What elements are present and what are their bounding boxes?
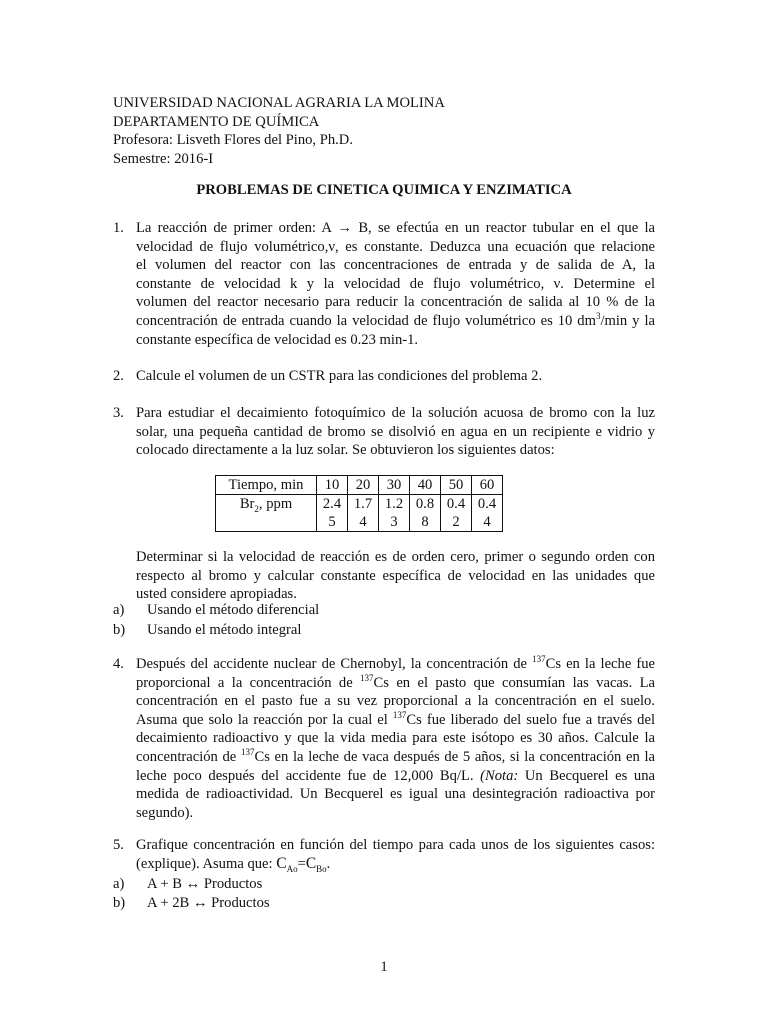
cell-line-2: 4	[359, 514, 367, 530]
header-block	[113, 94, 445, 168]
problem-text	[136, 367, 655, 386]
subitem-text: A + B ↔ Productos	[147, 876, 263, 892]
text-fragment: Después del accidente nuclear de Chernobyl, la concentración de	[136, 656, 533, 672]
text-line: constante específica de velocidad es 0.23 min-1.	[136, 331, 419, 348]
problem-number: 5.	[113, 837, 124, 853]
text-line	[136, 674, 655, 693]
problem-3-question	[113, 548, 655, 604]
cell-line-1: 2.4	[322, 496, 342, 512]
problem-text	[136, 404, 655, 460]
problem-5	[113, 836, 655, 873]
subscript: 2	[254, 503, 259, 514]
cell-line-2: 2	[452, 514, 460, 530]
table-cell	[472, 495, 503, 532]
superscript: 137	[532, 654, 546, 665]
superscript: 137	[360, 672, 374, 683]
cell-line-2: 8	[421, 514, 429, 530]
subscript: Ao	[286, 863, 298, 874]
text-line: concentración en el pasto fue a su vez proporcional a la concentración en el suelo.	[136, 693, 655, 710]
subitem-b	[113, 894, 270, 913]
table-cell: 10	[317, 476, 348, 495]
subitem-text: Usando el método diferencial	[147, 602, 320, 618]
superscript: 137	[392, 709, 407, 720]
cell-line-2: 5	[328, 514, 336, 530]
text-line: respecto al bromo y calcular constante específica de velocidad en las unidades que	[136, 567, 655, 584]
subitem-letter: a)	[113, 602, 125, 618]
text-line	[136, 312, 655, 331]
text-line: La reacción de primer orden: A → B, se efectúa en un reactor tubular en el que la	[136, 220, 655, 236]
note-label: (Nota:	[480, 767, 519, 784]
table-header-time: Tiempo, min	[216, 476, 317, 495]
text-fragment: Cs fue liberado del suelo fue a través del	[406, 711, 655, 728]
cell-line-1: 1.7	[353, 496, 373, 512]
semester: Semestre: 2016-I	[113, 150, 214, 167]
text-fragment: (explique). Asuma que:	[136, 855, 277, 872]
table-cell	[379, 495, 410, 532]
bromine-data-table	[215, 475, 503, 532]
problem-text	[136, 655, 655, 822]
cell-line-1: 1.2	[384, 496, 404, 512]
cell-line-2: 3	[390, 514, 398, 530]
subitem-text: A + 2B ↔ Productos	[147, 895, 270, 911]
problem-text	[136, 836, 655, 873]
table-cell: 40	[410, 476, 441, 495]
text-fragment: Cs en la leche fue	[545, 656, 655, 672]
text-fragment: concentración de	[136, 748, 241, 765]
text-line: colocado directamente a la luz solar. Se obtuvieron los siguientes datos:	[136, 442, 555, 459]
text-line: constante de velocidad k y la velocidad de flujo volumétrico, ν. Determine el	[136, 275, 655, 292]
text-fragment: Asuma que solo la reacción por la cual el	[136, 711, 393, 728]
text-line: segundo).	[136, 804, 194, 821]
professor-name: Profesora: Lisveth Flores del Pino, Ph.D.	[113, 132, 353, 149]
table-cell	[441, 495, 472, 532]
problem-text	[136, 548, 655, 604]
text-line	[136, 711, 655, 730]
text-line: Calcule el volumen de un CSTR para las condiciones del problema 2.	[136, 368, 543, 384]
superscript: 137	[240, 747, 255, 758]
cell-line-2: 4	[483, 514, 491, 530]
problem-number: 3.	[113, 405, 124, 421]
text-fragment: Un Becquerel es una	[518, 767, 655, 784]
text-line: velocidad de flujo volumétrico,ν, es constante. Deduzca una ecuación que relacione	[136, 238, 655, 255]
text-fragment: proporcional a la concentración de	[136, 674, 361, 691]
text-line: medida de radioactividad. Un Becquerel es igual una desintegración radioactiva por	[136, 786, 655, 803]
department-name: DEPARTAMENTO DE QUÍMICA	[113, 113, 320, 130]
text-fragment: leche poco después del accidente fue de 12,000 Bq/L.	[136, 767, 481, 784]
table-cell	[348, 495, 379, 532]
cell-line-1: 0.4	[477, 496, 497, 512]
subitem-letter: b)	[113, 895, 126, 911]
page-number: 1	[380, 959, 388, 975]
problem-4	[113, 655, 655, 822]
symbol-c: C	[305, 854, 317, 872]
problem-1	[113, 219, 655, 349]
text-line	[136, 748, 655, 767]
problem-text	[136, 219, 655, 349]
text-line	[136, 855, 655, 874]
text-line: usted considere apropiadas.	[136, 586, 297, 603]
text-fragment: Cs en la leche de vaca después de 5 años, si la concentración en la	[254, 748, 655, 765]
table-row	[216, 495, 503, 532]
subscript: Bo	[316, 863, 327, 874]
text-line	[136, 655, 655, 674]
text-line: solar, una pequeña cantidad de bromo se disolvió en agua en un recipiente e vidrio y	[136, 423, 655, 440]
table-cell: 50	[441, 476, 472, 495]
text-line	[136, 767, 655, 786]
period: .	[326, 855, 331, 872]
text-line: decaimiento radioactivo y que la vida media para este isótopo es 30 años. Calcule la	[136, 730, 655, 747]
text-fragment: , ppm	[258, 496, 293, 512]
text-fragment: concentración de entrada cuando la velocidad de flujo volumétrico es 10 dm	[136, 312, 596, 329]
cell-line-1: 0.4	[446, 496, 466, 512]
subitem-b	[113, 621, 301, 640]
problem-number: 1.	[113, 220, 124, 236]
table-cell: 20	[348, 476, 379, 495]
table-header-br2	[216, 495, 317, 532]
subitem-letter: b)	[113, 622, 126, 638]
concentration-b	[306, 855, 327, 872]
concentration-a	[276, 855, 297, 872]
table-cell	[410, 495, 441, 532]
problem-3	[113, 404, 655, 460]
university-name: UNIVERSIDAD NACIONAL AGRARIA LA MOLINA	[113, 95, 445, 111]
problem-2	[113, 367, 655, 386]
subitem-a	[113, 875, 262, 894]
subitem-a	[113, 601, 319, 620]
text-line: Grafique concentración en función del tiempo para cada unos de los siguientes casos:	[136, 837, 655, 853]
table-cell: 60	[472, 476, 503, 495]
text-line: Determinar si la velocidad de reacción es de orden cero, primer o segundo orden con	[136, 549, 655, 565]
text-fragment: Cs en el pasto que consumían las vacas. La	[373, 674, 655, 691]
table-cell	[317, 495, 348, 532]
table-row	[216, 476, 503, 495]
table-cell: 30	[379, 476, 410, 495]
equals-sign: =	[297, 855, 306, 872]
symbol-c: C	[276, 854, 287, 872]
cell-line-1: 0.8	[415, 496, 435, 512]
problem-number: 2.	[113, 368, 124, 384]
text-line: volumen del reactor necesario para reducir la concentración de salida al 10 % de la	[136, 294, 655, 311]
text-fragment: /min y la	[600, 312, 655, 329]
text-line: Para estudiar el decaimiento fotoquímico de la solución acuosa de bromo con la luz	[136, 405, 655, 421]
text-fragment: Br	[239, 496, 255, 512]
superscript: 3	[595, 311, 601, 322]
text-line: el volumen del reactor con las concentraciones de entrada y de salida de A, la	[136, 257, 655, 274]
problem-number: 4.	[113, 656, 124, 672]
document-title: PROBLEMAS DE CINETICA QUIMICA Y ENZIMATICA	[196, 182, 572, 198]
subitem-text: Usando el método integral	[147, 622, 302, 638]
subitem-letter: a)	[113, 876, 125, 892]
